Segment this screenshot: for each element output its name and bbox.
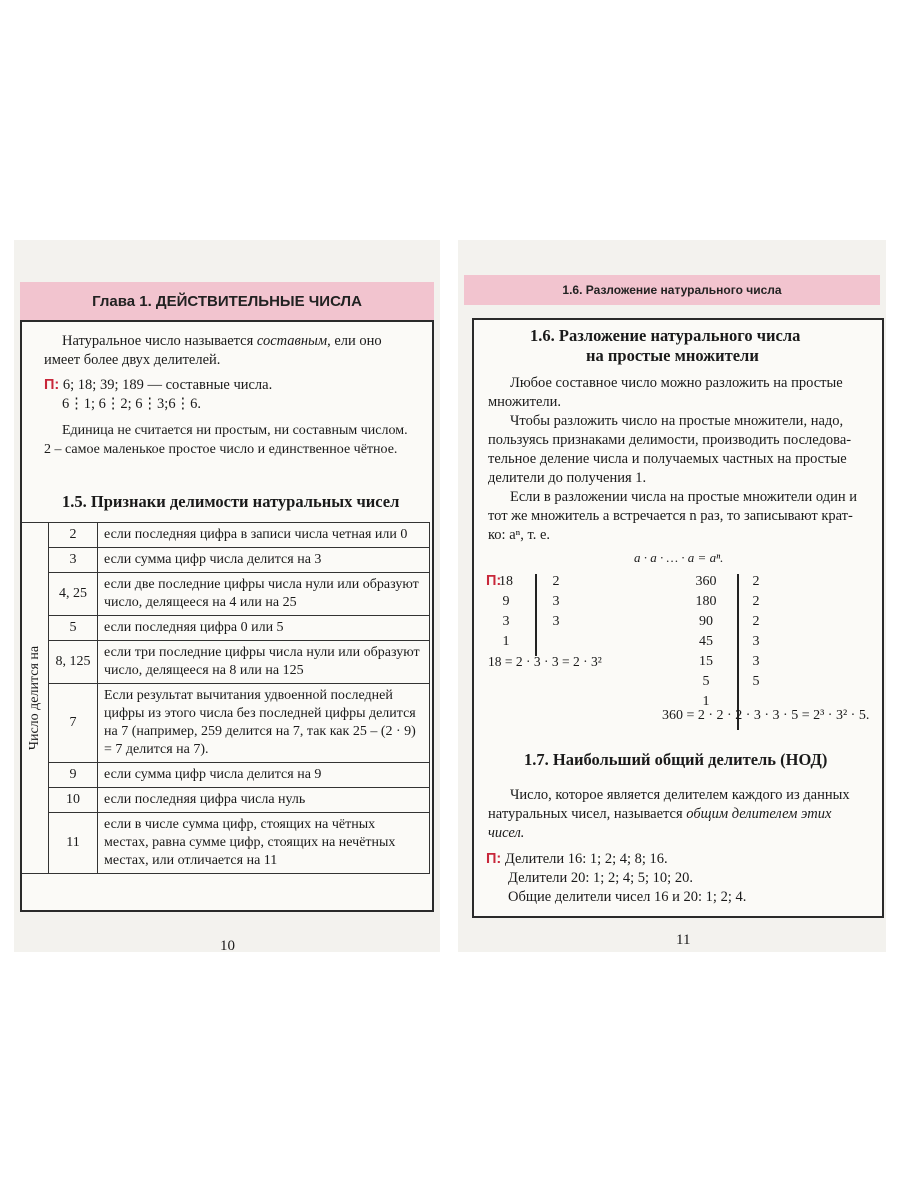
gcd-example-line3: Общие делители чисел 16 и 20: 1; 2; 4. [508,889,747,905]
divisor-cell: 4, 25 [49,573,98,616]
p3-line3: ко: aⁿ, т. е. [488,527,551,543]
p3-line1: Если в разложении числа на простые множители один и [510,489,858,505]
f18-left-value: 18 [499,574,513,589]
factor-360-result: 360 = 2 · 2 · 2 · 3 · 3 · 5 = 2³ · 3² · 5. [662,708,870,723]
example-text: 6; 18; 39; 189 — составные числа. [59,377,273,393]
rule-cell: если три последние цифры числа нули или образуют число, делящееся на 8 или на 125 [98,641,430,684]
rule-cell: если сумма цифр числа делится на 9 [98,763,430,788]
f18-right-value: 3 [552,594,560,609]
f18-left-value: 3 [502,614,510,629]
right-page [458,240,886,952]
intro-line1: Натуральное число называется [62,333,257,349]
f18-left-value: 1 [502,634,510,649]
example-line2: 6⋮1; 6⋮2; 6⋮3;6⋮6. [62,396,201,412]
rule-cell: если последняя цифра числа нуль [98,788,430,813]
table-row [22,573,430,616]
gcd-line3-emphasis: чисел. [488,825,525,841]
power-formula: a · a · … · a = aⁿ. [634,550,724,565]
f360-left-value: 5 [702,674,710,689]
gcd-example-line2: Делители 20: 1; 2; 4; 5; 10; 20. [508,870,693,886]
gcd-line2-text: натуральных чисел, называется [488,806,687,822]
table-side-cell [22,523,49,874]
gcd-example-line1 [486,850,668,869]
unit-line2: 2 – самое маленькое простое число и единственное чётное. [44,442,398,457]
example-marker: П: [44,377,60,393]
p1-line2: множители. [488,394,561,410]
gcd-line1: Число, которое является делителем каждого из данных [510,787,850,803]
divisor-cell: 11 [49,813,98,874]
f360-left-value: 90 [699,614,713,629]
table-side-label: Число делится на [27,645,42,751]
section-header-band: 1.6. Разложение натурального числа [464,275,880,305]
section-title-factorization-2: на простые множители [586,346,759,365]
f18-right-value: 2 [552,574,560,589]
divisor-cell: 7 [49,684,98,763]
p2-line1: Чтобы разложить число на простые множители, надо, [510,413,844,429]
rule-cell: если последняя цифра 0 или 5 [98,616,430,641]
f360-left-value: 360 [695,574,717,589]
divisibility-table [22,522,430,874]
table-row [22,788,430,813]
chapter-band: Глава 1. ДЕЙСТВИТЕЛЬНЫЕ ЧИСЛА [20,282,434,320]
divisor-cell: 3 [49,548,98,573]
f360-right-value: 5 [752,674,760,689]
left-page [14,240,440,952]
section-title-gcd: 1.7. Наибольший общий делитель (НОД) [524,750,828,769]
divisor-cell: 10 [49,788,98,813]
divisor-cell: 5 [49,616,98,641]
factor-example-marker: П: [486,573,502,589]
example-line1 [44,376,272,395]
f360-left-value: 1 [702,694,710,709]
table-row [22,763,430,788]
intro-text [62,332,428,351]
intro-line1-end: , ели оно [327,333,382,349]
page-number-right: 11 [676,932,691,948]
table-row [22,813,430,874]
table-row [22,641,430,684]
intro-line2: имеет более двух делителей. [44,352,221,368]
f360-right-value: 2 [752,614,760,629]
factor-18-divider [535,574,537,656]
rule-cell: Если результат вычитания удвоенной последней цифры из этого числа без последней цифры делится на 7 (например, 259 делится на 7, так как 25 – (2 · 9) = 7 делится на 7). [98,684,430,763]
f360-left-value: 45 [699,634,713,649]
table-row [22,523,430,548]
f360-right-value: 2 [752,594,760,609]
table-row [22,684,430,763]
table-row [22,548,430,573]
right-content-frame [472,318,884,918]
unit-line1: Единица не считается ни простым, ни составным числом. [62,423,408,438]
f18-right-value: 3 [552,614,560,629]
divisor-cell: 8, 125 [49,641,98,684]
gcd-line3 [488,824,524,843]
f360-left-value: 180 [695,594,717,609]
section-title-divisibility: 1.5. Признаки делимости натуральных чисел [62,492,400,511]
rule-cell: если две последние цифры числа нули или образуют число, делящееся на 4 или на 25 [98,573,430,616]
factor-18-result: 18 = 2 · 3 · 3 = 2 · 3² [488,654,602,669]
gcd-ex1-text: Делители 16: 1; 2; 4; 8; 16. [501,851,668,867]
gcd-line2-emphasis: общим делителем этих [686,806,832,822]
f18-left-value: 9 [502,594,510,609]
f360-right-value: 3 [752,634,760,649]
page-number-left: 10 [220,938,235,954]
table-row [22,616,430,641]
gcd-line2 [488,805,831,824]
rule-cell: если сумма цифр числа делится на 3 [98,548,430,573]
section-title-factorization-1: 1.6. Разложение натурального числа [530,326,801,345]
divisor-cell: 2 [49,523,98,548]
p1-line1: Любое составное число можно разложить на простые [510,375,843,391]
f360-right-value: 3 [752,654,760,669]
rule-cell: если в числе сумма цифр, стоящих на чётных местах, равна сумме цифр, стоящих на нечётных местах, или отличается на 11 [98,813,430,874]
rule-cell: если последняя цифра в записи числа четная или 0 [98,523,430,548]
f360-left-value: 15 [699,654,713,669]
gcd-example-marker: П: [486,851,502,867]
p3-line2: тот же множитель a встречается n раз, то записывают крат- [488,508,853,524]
intro-emphasis: составным [256,333,328,349]
divisor-cell: 9 [49,763,98,788]
p2-line2: пользуясь признаками делимости, производить последова- [488,432,852,448]
left-content-frame [20,320,434,912]
p2-line4: делители до получения 1. [488,470,647,486]
f360-right-value: 2 [752,574,760,589]
p2-line3: тельное деление числа и получаемых частных на простые [488,451,847,467]
